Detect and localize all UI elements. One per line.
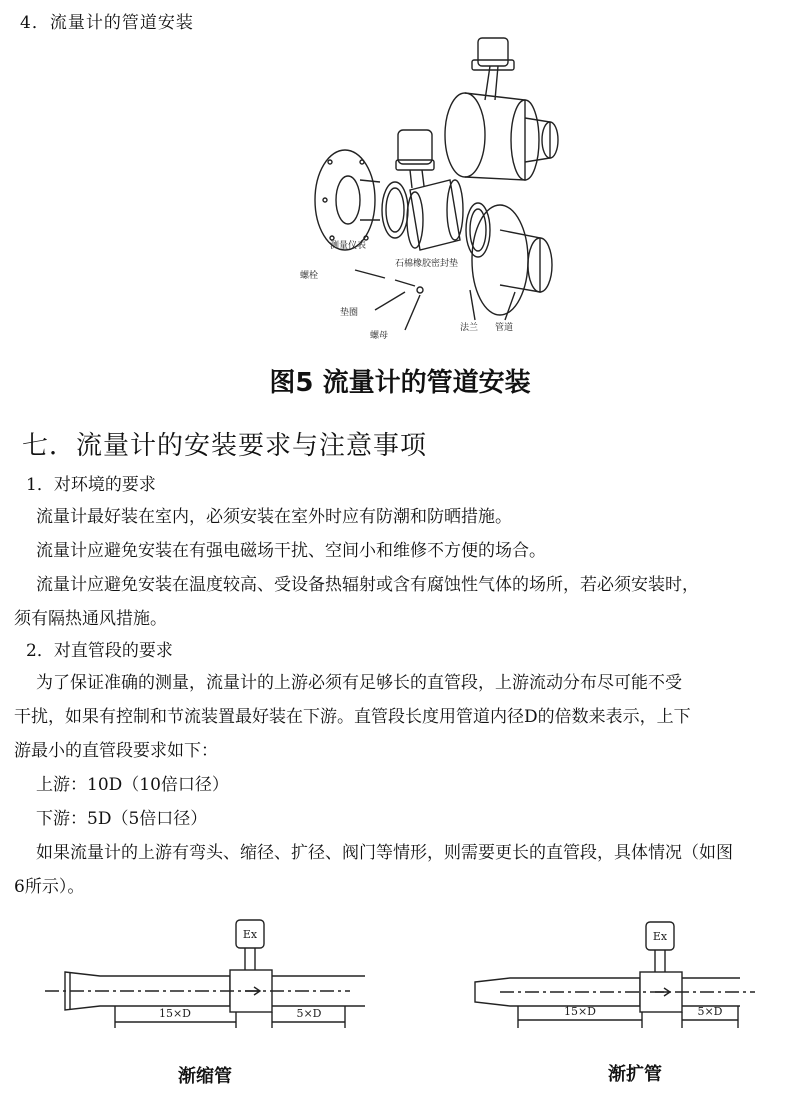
subsection-1-body <box>14 500 800 636</box>
paragraph: 如果流量计的上游有弯头、缩径、扩径、阀门等情形，则需要更长的直管段，具体情况（如图 <box>36 843 733 863</box>
paragraph: 上游：10D（10倍口径） <box>36 775 229 795</box>
subsection-2-body <box>14 666 800 904</box>
upstream-dimension: 15×D <box>563 1005 597 1018</box>
label-flange: 法兰 <box>460 323 479 333</box>
label-nut: 螺母 <box>370 331 389 341</box>
paragraph: 干扰，如果有控制和节流装置最好装在下游。直管段长度用管道内径D的倍数来表示，上下 <box>14 707 691 727</box>
label-pipe: 管道 <box>495 323 514 333</box>
paragraph: 下游：5D（5倍口径） <box>36 809 208 829</box>
downstream-dimension: 5×D <box>697 1005 723 1018</box>
subsection-1-title: 1．对环境的要求 <box>26 475 156 495</box>
label-gasket: 石棉橡胶密封垫 <box>395 259 459 269</box>
subsection-2-title: 2．对直管段的要求 <box>26 641 173 661</box>
section-7-heading: 七．流量计的安装要求与注意事项 <box>22 431 428 461</box>
upstream-dimension: 15×D <box>158 1007 192 1020</box>
reducer-label: 渐缩管 <box>178 1066 232 1087</box>
expander-label: 渐扩管 <box>608 1064 662 1085</box>
paragraph: 6所示）。 <box>14 877 85 897</box>
paragraph: 为了保证准确的测量，流量计的上游必须有足够长的直管段，上游流动分布尽可能不受 <box>36 673 682 693</box>
label-measuring-instrument: 测量仪表 <box>330 241 367 251</box>
figure-5-pipe-installation-drawing <box>300 30 590 350</box>
section-4-title: 4．流量计的管道安装 <box>20 13 194 33</box>
paragraph: 须有隔热通风措施。 <box>14 609 167 629</box>
figure-5-caption: 图5 流量计的管道安装 <box>269 368 531 398</box>
ex-badge: Ex <box>242 928 258 941</box>
paragraph: 流量计最好装在室内，必须安装在室外时应有防潮和防晒措施。 <box>36 507 512 527</box>
downstream-dimension: 5×D <box>296 1007 322 1020</box>
label-bolt: 螺栓 <box>300 271 319 281</box>
paragraph: 游最小的直管段要求如下： <box>14 741 218 761</box>
ex-badge: Ex <box>652 930 668 943</box>
label-washer: 垫圈 <box>340 308 359 318</box>
paragraph: 流量计应避免安装在温度较高、受设备热辐射或含有腐蚀性气体的场所，若必须安装时， <box>36 575 699 595</box>
paragraph: 流量计应避免安装在有强电磁场干扰、空间小和维修不方便的场合。 <box>36 541 546 561</box>
figure-6-straight-pipe-drawing <box>30 910 770 1090</box>
